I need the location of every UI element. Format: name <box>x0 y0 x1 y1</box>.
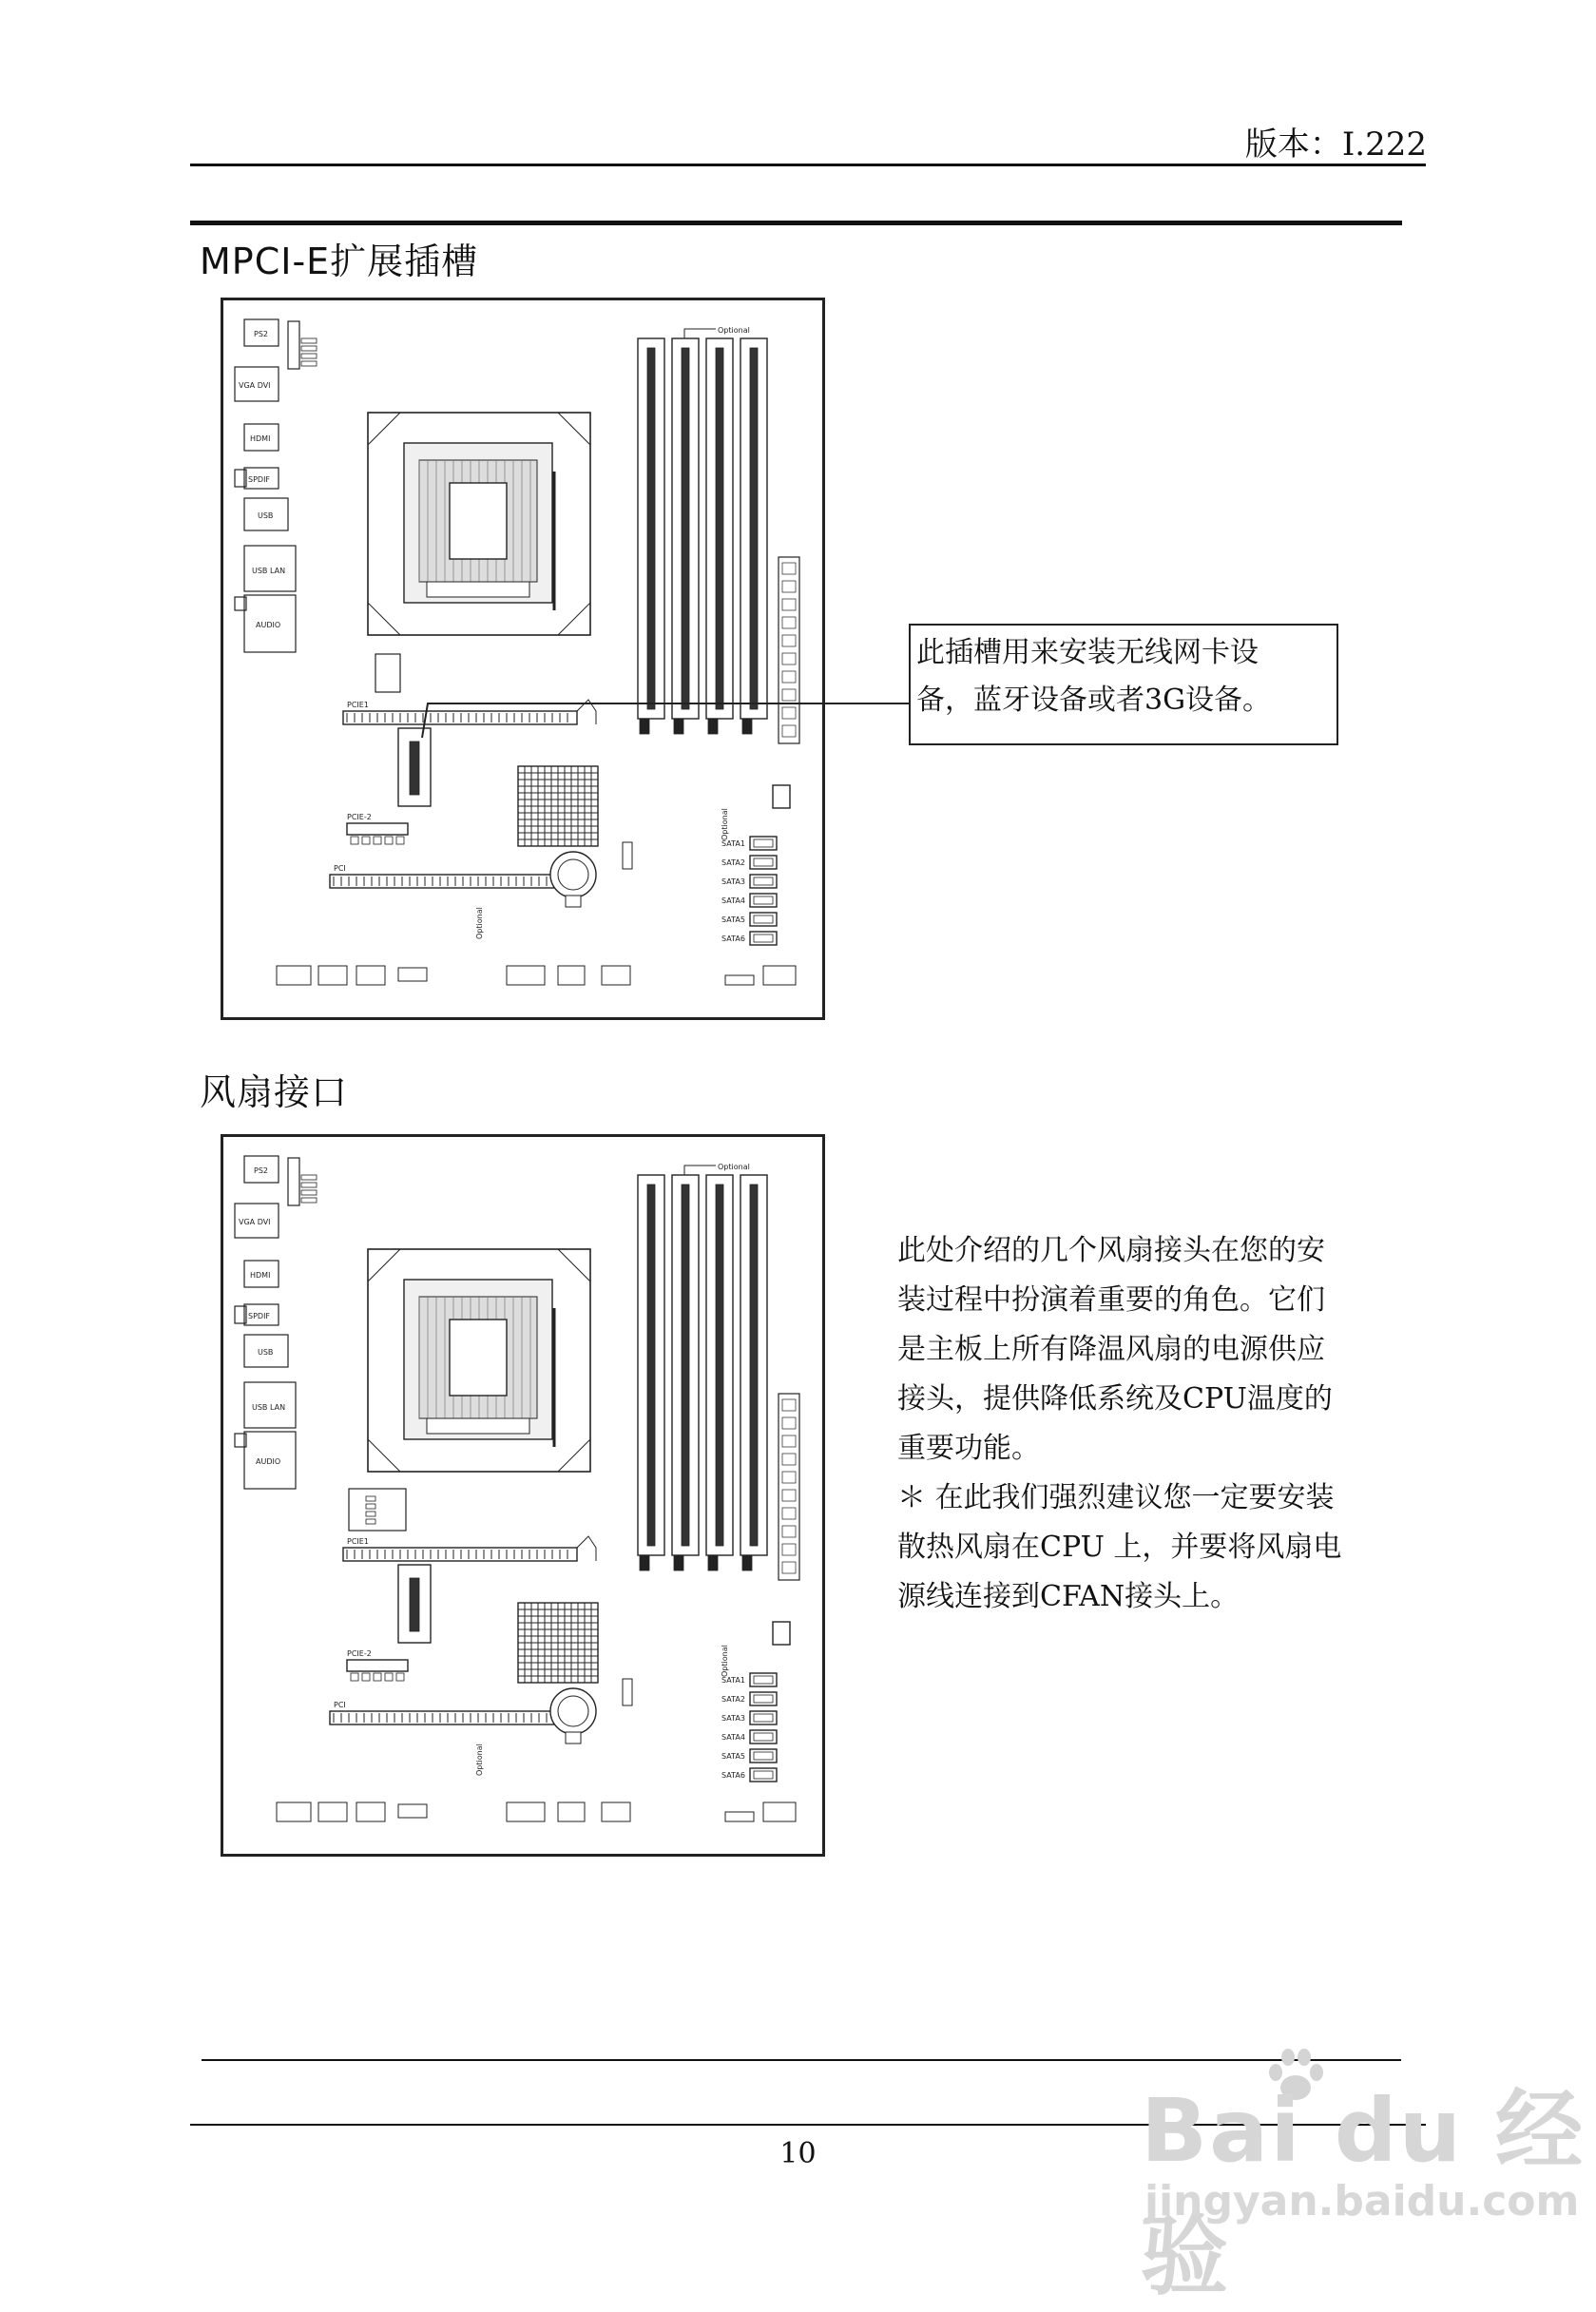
section-rule <box>190 221 1402 225</box>
bottom-header <box>558 1802 585 1821</box>
bottom-header <box>763 966 796 985</box>
header-pin <box>301 361 317 366</box>
atx-pin <box>782 563 796 574</box>
bottom-header <box>318 966 347 985</box>
bottom-header <box>725 975 754 985</box>
pcie2-pin <box>351 1673 358 1681</box>
watermark-url: jingyan.baidu.com <box>1144 2177 1580 2225</box>
sata-label: SATA5 <box>721 1752 745 1761</box>
header-pin <box>301 1183 317 1187</box>
optional-label-sata: Optional <box>721 808 729 840</box>
mpcie-contacts <box>410 1578 419 1631</box>
cpu-die <box>450 483 507 559</box>
atx-pin <box>782 635 796 646</box>
atx-pin <box>782 1399 796 1411</box>
dimm-slot-inner <box>716 1185 723 1546</box>
usb-lan-label: USB LAN <box>252 567 286 575</box>
bottom-header <box>602 966 630 985</box>
atx-pin <box>782 1508 796 1519</box>
battery-holder <box>566 1732 581 1744</box>
pcie1-slot <box>343 1548 577 1561</box>
description-line: 是主板上所有降温风扇的电源供应 <box>897 1333 1325 1366</box>
pci-label: PCI <box>334 864 346 873</box>
header-pin <box>301 1190 317 1195</box>
socket-corner <box>368 413 400 445</box>
watermark-brand: Bai du 经验 <box>1141 2080 1586 2307</box>
dimm-latch <box>640 1555 649 1570</box>
socket-corner <box>558 603 590 635</box>
optional-bracket <box>684 329 716 338</box>
sata-label: SATA4 <box>721 896 745 905</box>
cmos-battery <box>550 1688 596 1734</box>
sata-port-inner <box>754 1771 773 1779</box>
callout-line: 此插槽用来安装无线网卡设 <box>916 636 1259 669</box>
pcie2-pin <box>362 1673 370 1681</box>
motherboard-diagram-mpcie <box>221 298 825 1020</box>
socket-corner <box>368 1249 400 1281</box>
sata-label: SATA2 <box>721 1695 745 1704</box>
callout-line: 备，蓝牙设备或者3G设备。 <box>916 684 1272 717</box>
sata-label: SATA6 <box>721 934 745 943</box>
sata-port-inner <box>754 1676 773 1684</box>
motherboard-drawing <box>223 1137 822 1854</box>
dimm-slot-inner <box>647 1185 655 1546</box>
bottom-header <box>356 966 385 985</box>
front-header <box>288 1158 299 1205</box>
description-line: ＊ 在此我们强烈建议您一定要安装 <box>897 1481 1335 1514</box>
sata-label: SATA5 <box>721 915 745 924</box>
hdmi-label: HDMI <box>250 434 271 443</box>
cpu-die <box>450 1320 507 1396</box>
dimm-slot-inner <box>750 348 758 709</box>
callout-leader <box>418 675 913 742</box>
spdif-label: SPDIF <box>248 475 271 484</box>
pcie2-label: PCIE-2 <box>347 813 372 821</box>
description-line: 接头，提供降低系统及CPU温度的 <box>897 1382 1333 1416</box>
bottom-header <box>507 966 545 985</box>
sata-port-inner <box>754 839 773 847</box>
bottom-header <box>277 966 311 985</box>
header-pin <box>301 1198 317 1203</box>
section-title-mpcie: MPCI-E扩展插槽 <box>200 241 479 282</box>
atx-pin <box>782 1562 796 1573</box>
sata-port-inner <box>754 1752 773 1760</box>
mpcie-callout-box <box>909 624 1338 745</box>
bottom-header <box>763 1802 796 1821</box>
version-label: 版本：I.222 <box>1244 125 1427 164</box>
sata-label: SATA2 <box>721 858 745 867</box>
cpu-fan-header <box>375 654 400 692</box>
sata-label: SATA3 <box>721 1714 745 1723</box>
pcie2-pin <box>374 1673 381 1681</box>
socket-latch <box>427 582 529 597</box>
motherboard-drawing <box>223 300 822 1017</box>
audio-label: AUDIO <box>256 621 281 629</box>
dimm-latch <box>674 1555 683 1570</box>
bottom-header <box>318 1802 347 1821</box>
atx-pin <box>782 599 796 610</box>
fan-pin <box>366 1519 375 1524</box>
sata-label: SATA1 <box>721 839 745 848</box>
ps2-label: PS2 <box>254 1166 268 1175</box>
atx-pin <box>782 1435 796 1447</box>
dimm-slot-inner <box>682 1185 689 1546</box>
section-title-fan: 风扇接口 <box>200 1071 349 1113</box>
bottom-header <box>725 1812 754 1821</box>
bottom-header <box>277 1802 311 1821</box>
pcie1-label: PCIE1 <box>347 701 369 709</box>
fan-pin <box>366 1496 375 1501</box>
header-pin <box>301 338 317 343</box>
sata-label: SATA3 <box>721 877 745 886</box>
socket-corner <box>368 603 400 635</box>
description-line: 装过程中扮演着重要的角色。它们 <box>897 1283 1325 1317</box>
usb-label: USB <box>258 511 274 520</box>
pcie2-pin <box>396 1673 404 1681</box>
motherboard-diagram-fan <box>221 1134 825 1857</box>
fan-pin <box>366 1512 375 1516</box>
optional-label: Optional <box>718 1163 750 1171</box>
small-chip <box>773 1622 790 1645</box>
header-pin <box>301 1175 317 1180</box>
cmos-battery <box>550 852 596 897</box>
spdif-label: SPDIF <box>248 1312 271 1320</box>
pcie2-slot <box>347 1660 408 1671</box>
page-number: 10 <box>779 2137 817 2170</box>
optional-label: Optional <box>718 326 750 335</box>
atx-pin <box>782 1472 796 1483</box>
pcie2-pin <box>385 837 393 844</box>
optional-label-bottom: Optional <box>475 907 484 939</box>
sata-port-inner <box>754 877 773 885</box>
pcie2-slot <box>347 823 408 835</box>
socket-corner <box>558 1249 590 1281</box>
pcie2-pin <box>351 837 358 844</box>
socket-latch <box>427 1418 529 1434</box>
dimm-slot-inner <box>716 348 723 709</box>
sata-label: SATA6 <box>721 1771 745 1780</box>
sata-port-inner <box>754 1733 773 1741</box>
sata-label: SATA4 <box>721 1733 745 1742</box>
jumper <box>623 1679 632 1705</box>
header-rule <box>190 164 1426 166</box>
atx-pin <box>782 1544 796 1555</box>
description-line: 散热风扇在CPU 上，并要将风扇电 <box>897 1531 1342 1564</box>
vga-dvi-label: VGA DVI <box>239 1218 271 1226</box>
bottom-header <box>356 1802 385 1821</box>
optional-bracket <box>684 1166 716 1175</box>
description-line: 源线连接到CFAN接头上。 <box>897 1580 1240 1613</box>
ps2-label: PS2 <box>254 330 268 338</box>
pcie2-pin <box>362 837 370 844</box>
bottom-header <box>398 1804 427 1818</box>
atx-pin <box>782 1526 796 1537</box>
front-header <box>288 321 299 369</box>
dimm-slot-inner <box>682 348 689 709</box>
atx-pin <box>782 653 796 665</box>
optional-label-sata: Optional <box>721 1645 729 1677</box>
bottom-header <box>602 1802 630 1821</box>
atx-pin <box>782 1454 796 1465</box>
battery-holder <box>566 896 581 907</box>
audio-label: AUDIO <box>256 1457 281 1466</box>
description-line: 重要功能。 <box>897 1432 1040 1465</box>
sata-label: SATA1 <box>721 1676 745 1685</box>
usb-label: USB <box>258 1348 274 1357</box>
socket-corner <box>368 1439 400 1472</box>
atx-pin <box>782 617 796 628</box>
description-line: 此处介绍的几个风扇接头在您的安 <box>897 1234 1325 1267</box>
pcie1-label: PCIE1 <box>347 1537 369 1546</box>
hdmi-label: HDMI <box>250 1271 271 1280</box>
small-chip <box>773 785 790 808</box>
header-pin <box>301 346 317 351</box>
vga-dvi-label: VGA DVI <box>239 381 271 390</box>
sata-port-inner <box>754 915 773 923</box>
bottom-header <box>507 1802 545 1821</box>
sata-port-inner <box>754 934 773 942</box>
pcie2-label: PCIE-2 <box>347 1649 372 1658</box>
atx-pin <box>782 581 796 592</box>
atx-pin <box>782 1490 796 1501</box>
dimm-latch <box>742 1555 752 1570</box>
dimm-slot-inner <box>750 1185 758 1546</box>
sata-port-inner <box>754 896 773 904</box>
pci-label: PCI <box>334 1701 346 1709</box>
pcie2-pin <box>374 837 381 844</box>
usb-lan-label: USB LAN <box>252 1403 286 1412</box>
socket-corner <box>558 413 590 445</box>
socket-corner <box>558 1439 590 1472</box>
sata-port-inner <box>754 1714 773 1722</box>
fan-pin <box>366 1504 375 1509</box>
dimm-slot-inner <box>647 348 655 709</box>
bottom-header <box>558 966 585 985</box>
pcie-latch <box>577 1536 596 1561</box>
jumper <box>623 842 632 869</box>
bottom-header <box>398 968 427 981</box>
sata-port-inner <box>754 1695 773 1703</box>
mpcie-contacts <box>410 742 419 795</box>
sata-port-inner <box>754 858 773 866</box>
header-pin <box>301 354 317 358</box>
dimm-latch <box>708 1555 718 1570</box>
cpu-fan-header-box <box>349 1489 406 1531</box>
atx-pin <box>782 1417 796 1429</box>
optional-label-bottom: Optional <box>475 1744 484 1776</box>
fan-description <box>897 1226 1420 1622</box>
pcie2-pin <box>385 1673 393 1681</box>
pcie2-pin <box>396 837 404 844</box>
